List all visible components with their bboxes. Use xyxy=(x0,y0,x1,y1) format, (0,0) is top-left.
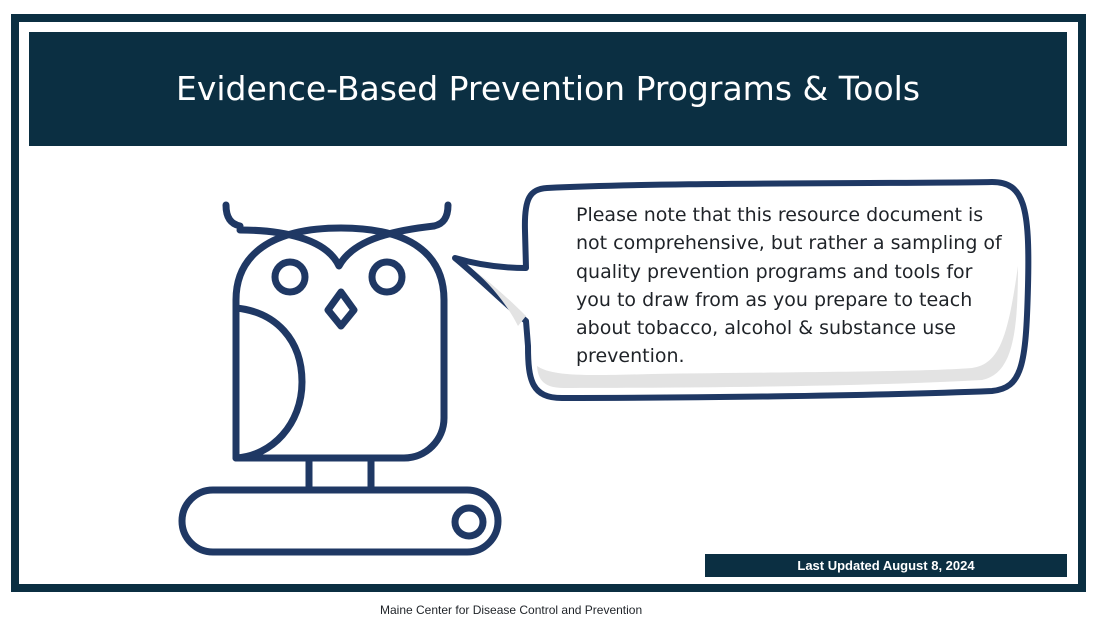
slide-title: Evidence-Based Prevention Programs & Tools xyxy=(175,68,921,108)
last-updated-text: Last Updated August 8, 2024 xyxy=(797,558,975,573)
bubble-text: Please note that this resource document is not comprehensive, but rather a sampling of quality prevention programs and tools for you to draw from as you prepare to teach about tobacco, alcohol & substance use prevention. xyxy=(576,204,1002,368)
footer-organization: Maine Center for Disease Control and Prevention xyxy=(380,603,643,617)
title-banner xyxy=(29,32,1067,146)
last-updated-banner xyxy=(705,554,1067,577)
